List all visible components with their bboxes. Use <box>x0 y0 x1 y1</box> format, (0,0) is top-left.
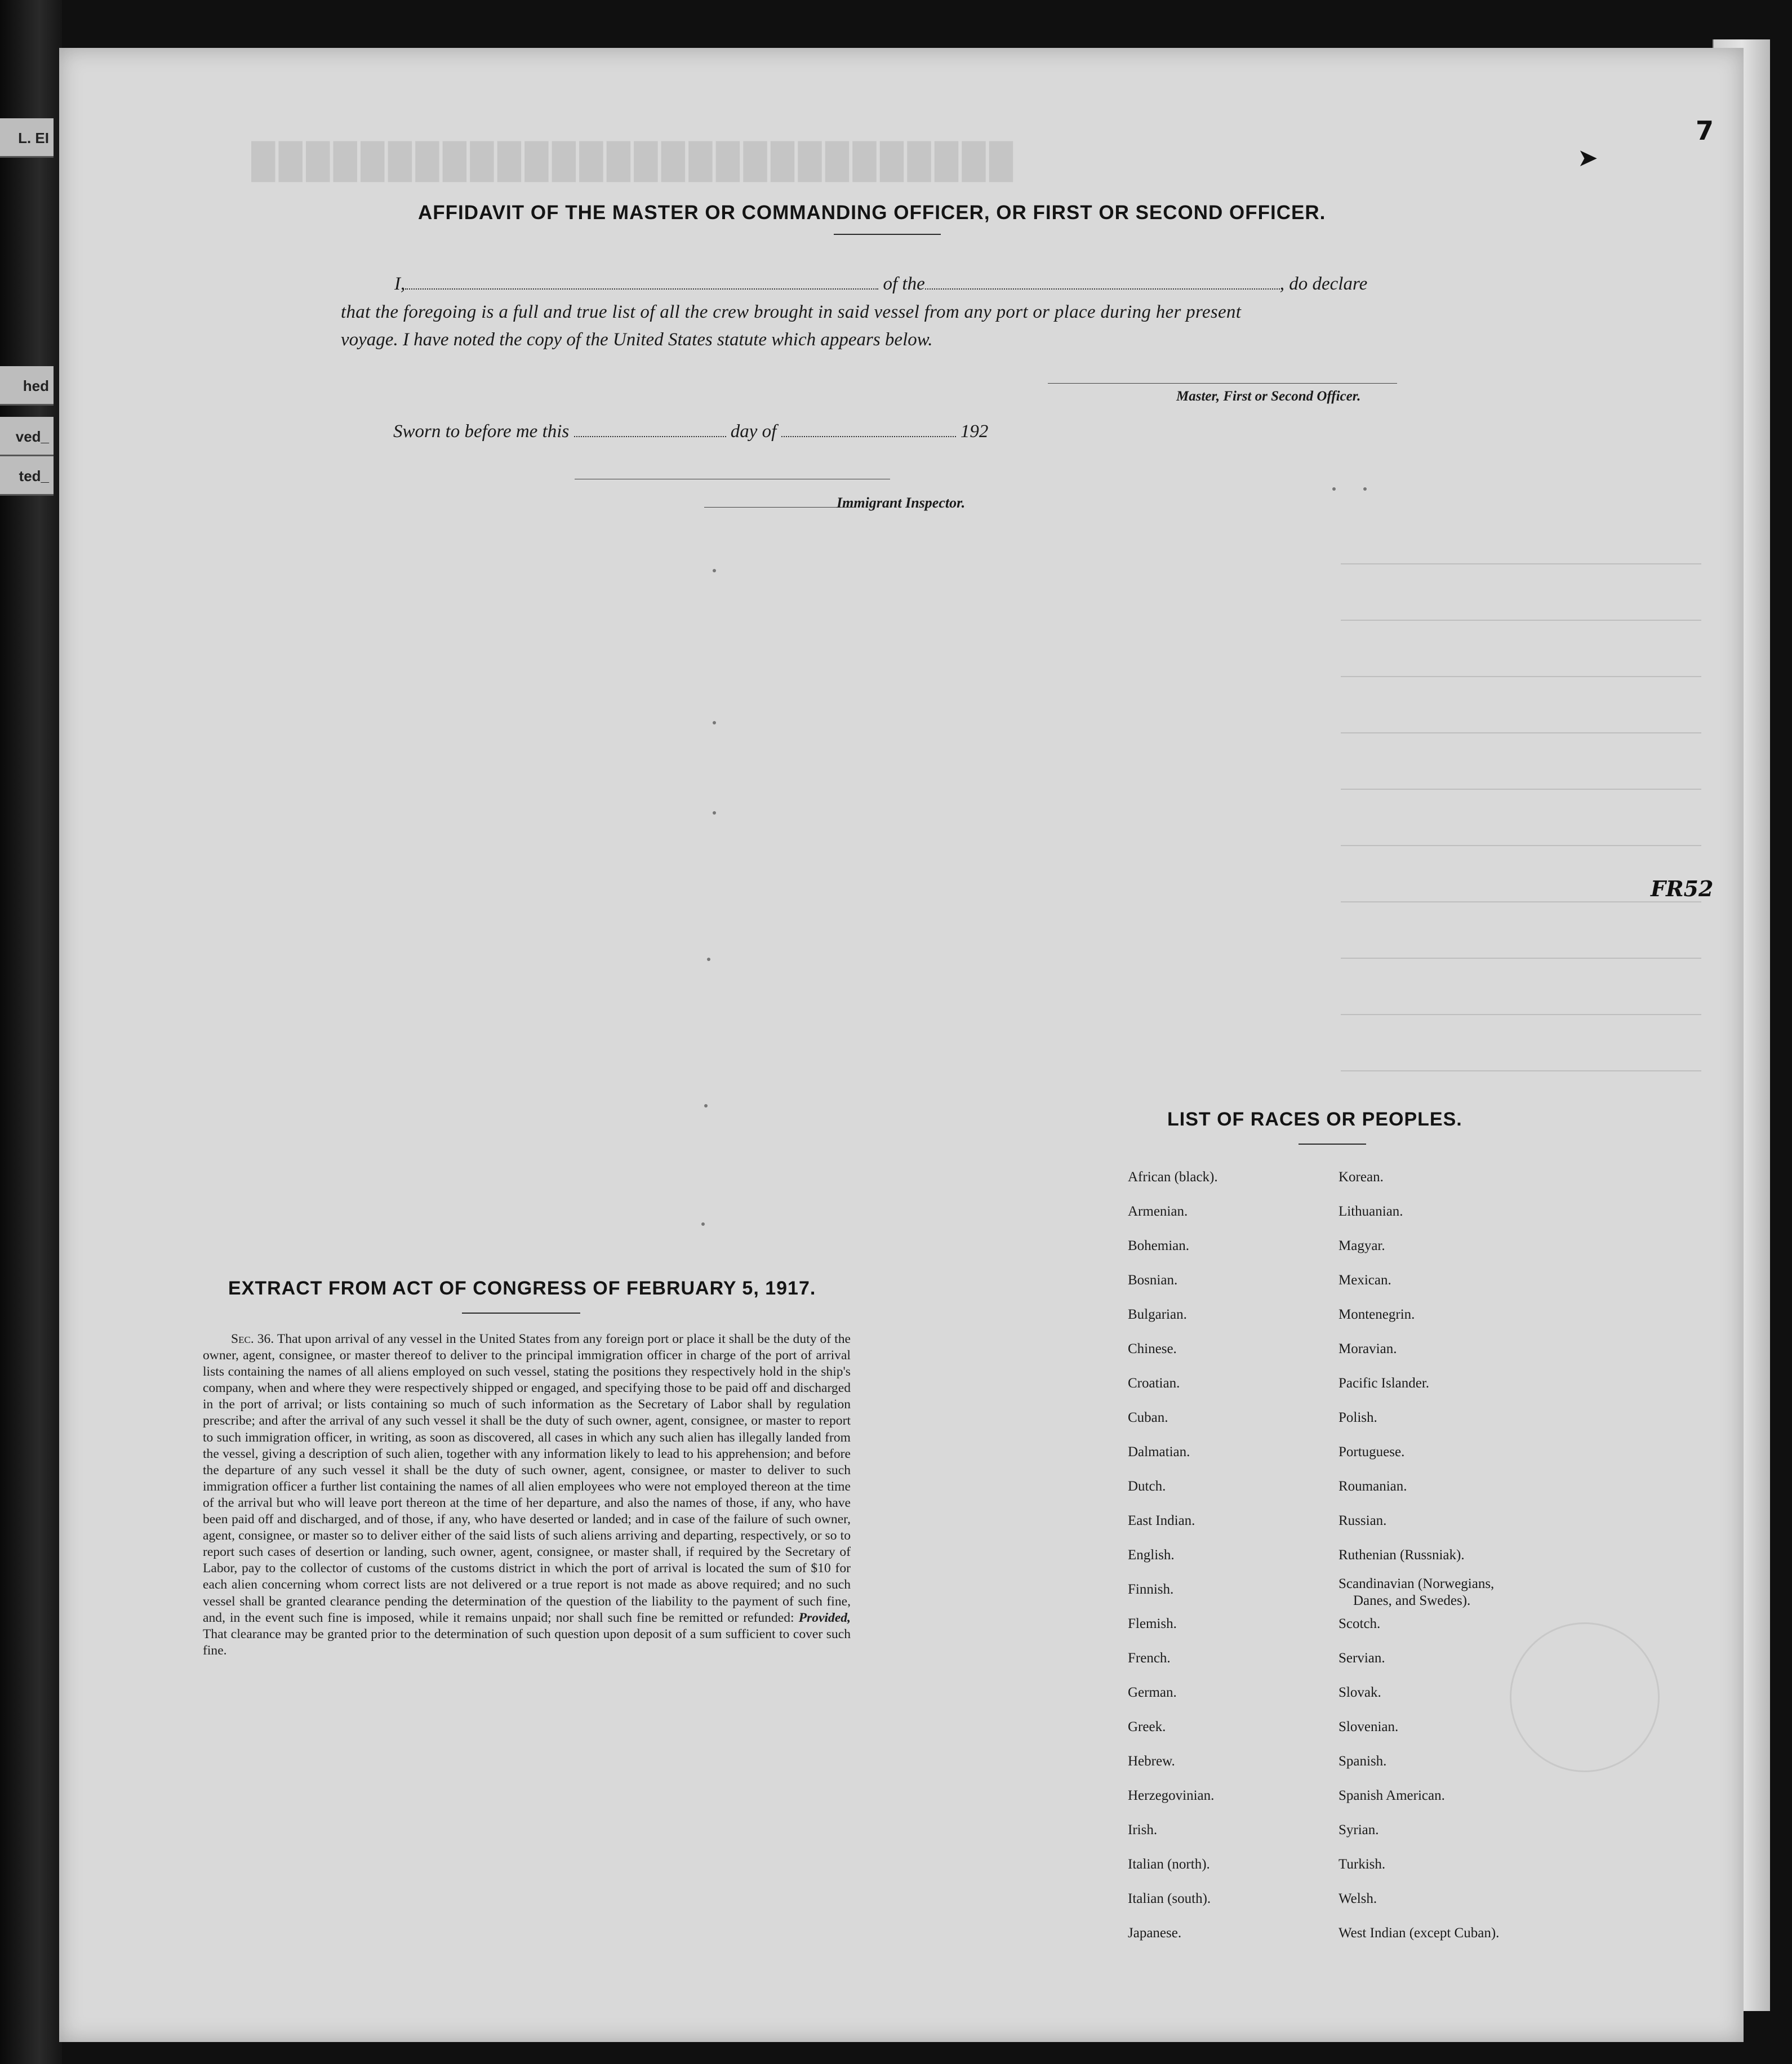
race-entry: Lithuanian. <box>1339 1204 1403 1219</box>
race-entry: Servian. <box>1339 1651 1385 1666</box>
race-entry: Bohemian. <box>1128 1238 1190 1253</box>
handwritten-side-note: FR52 <box>1651 876 1714 901</box>
race-entry: Spanish American. <box>1339 1788 1445 1803</box>
race-entry: African (black). <box>1128 1169 1218 1185</box>
inspector-caption: Immigrant Inspector. <box>837 495 966 511</box>
bleed-rule <box>1341 901 1701 902</box>
bleed-rule <box>1341 1070 1701 1071</box>
race-entry: Chinese. <box>1128 1341 1177 1356</box>
bleed-rule <box>1341 958 1701 959</box>
race-entry: Croatian. <box>1128 1376 1180 1391</box>
bleed-rule <box>1341 676 1701 677</box>
race-entry: Italian (south). <box>1128 1891 1211 1906</box>
race-entry: Russian. <box>1339 1513 1387 1528</box>
race-entry: Herzegovinian. <box>1128 1788 1215 1803</box>
race-entry: Syrian. <box>1339 1822 1379 1838</box>
race-entry: Polish. <box>1339 1410 1377 1425</box>
bleed-rule <box>1341 1014 1701 1015</box>
affidavit-line-1 <box>394 274 1367 295</box>
race-entry: French. <box>1128 1651 1171 1666</box>
race-entry: Japanese. <box>1128 1925 1182 1941</box>
dot-mark <box>701 1222 705 1226</box>
race-entry: Slovenian. <box>1339 1719 1399 1734</box>
race-entry: Armenian. <box>1128 1204 1188 1219</box>
dot-mark <box>713 721 716 724</box>
extract-text-tail: That clearance may be granted prior to the determination of such question upon deposit of a sum sufficient to cover such fine. <box>203 1626 851 1658</box>
binding-edge <box>0 0 62 2064</box>
bleed-rule <box>1341 732 1701 733</box>
dot-mark <box>704 1104 708 1107</box>
race-entry: Pacific Islander. <box>1339 1376 1430 1391</box>
race-entry: Korean. <box>1339 1169 1384 1185</box>
race-entry: Bosnian. <box>1128 1273 1178 1288</box>
race-entry: Greek. <box>1128 1719 1166 1734</box>
extract-title: EXTRACT FROM ACT OF CONGRESS OF FEBRUARY 5, 1917. <box>228 1278 816 1299</box>
race-entry: Magyar. <box>1339 1238 1385 1253</box>
edge-tab-ted: ted_ <box>0 456 54 496</box>
affidavit-i-label: I, <box>394 274 406 294</box>
bleed-rule <box>1341 563 1701 564</box>
affidavit-title-rule <box>834 234 941 235</box>
race-entry: English. <box>1128 1547 1175 1563</box>
race-entry: Bulgarian. <box>1128 1307 1187 1322</box>
sworn-line <box>393 421 988 442</box>
affidavit-line-2: that the foregoing is a full and true list of all the crew brought in said vessel from any port or place during her present <box>341 302 1242 322</box>
race-entry: East Indian. <box>1128 1513 1195 1528</box>
race-entry: Scotch. <box>1339 1616 1381 1631</box>
sworn-text: Sworn to before me this <box>393 421 570 442</box>
bleed-rule <box>1341 845 1701 846</box>
race-entry: Irish. <box>1128 1822 1158 1838</box>
dot-mark <box>1363 487 1367 491</box>
sworn-day-blank-field[interactable] <box>574 436 726 437</box>
master-signature-line[interactable] <box>1048 383 1397 384</box>
sworn-month-blank-field[interactable] <box>781 436 956 437</box>
race-entry: Welsh. <box>1339 1891 1377 1906</box>
bleed-through-heading: ████████████████████████████ <box>248 141 1013 179</box>
faint-stamp <box>1510 1622 1660 1772</box>
master-signature-caption: Master, First or Second Officer. <box>1176 389 1361 404</box>
races-title: LIST OF RACES OR PEOPLES. <box>1167 1109 1462 1130</box>
race-entry: Mexican. <box>1339 1273 1391 1288</box>
race-entry: Spanish. <box>1339 1754 1387 1769</box>
arrow-mark-icon: ➤ <box>1577 144 1598 172</box>
race-entry: Ruthenian (Russniak). <box>1339 1547 1465 1563</box>
affidavit-declare-label: , do declare <box>1279 274 1368 294</box>
race-entry: Cuban. <box>1128 1410 1168 1425</box>
race-entry: Moravian. <box>1339 1341 1397 1356</box>
race-entry: Italian (north). <box>1128 1857 1210 1872</box>
inspector-sub-line <box>704 507 856 508</box>
affidavit-of-the-label: of the <box>883 274 925 294</box>
race-entry: Hebrew. <box>1128 1754 1175 1769</box>
sworn-year-label: 192 <box>960 421 989 442</box>
race-entry: Dalmatian. <box>1128 1444 1190 1460</box>
extract-provided-word: Provided, <box>798 1610 851 1625</box>
race-entry: Roumanian. <box>1339 1479 1407 1494</box>
edge-tab-ved: ved_ <box>0 417 54 456</box>
race-entry: Flemish. <box>1128 1616 1177 1631</box>
extract-body <box>203 1331 851 1659</box>
dot-mark <box>1332 487 1336 491</box>
race-entry: Montenegrin. <box>1339 1307 1415 1322</box>
vessel-blank-field[interactable] <box>925 288 1280 290</box>
dot-mark <box>713 569 716 572</box>
race-entry: West Indian (except Cuban). <box>1339 1925 1500 1941</box>
dot-mark <box>707 958 710 961</box>
extract-title-rule <box>462 1313 580 1314</box>
race-entry: Turkish. <box>1339 1857 1386 1872</box>
race-entry: Dutch. <box>1128 1479 1166 1494</box>
bleed-rule <box>1341 789 1701 790</box>
races-title-rule <box>1299 1144 1366 1145</box>
sworn-day-of-label: day of <box>730 421 777 442</box>
race-entry: German. <box>1128 1685 1177 1700</box>
dot-mark <box>713 811 716 815</box>
race-entry: Finnish. <box>1128 1582 1174 1597</box>
race-entry: Scandinavian (Norwegians, <box>1339 1576 1495 1591</box>
extract-section-label: Sec. 36. <box>231 1332 274 1346</box>
affidavit-title: AFFIDAVIT OF THE MASTER OR COMMANDING OFFICER, OR FIRST OR SECOND OFFICER. <box>418 202 1326 224</box>
bleed-rule <box>1341 620 1701 621</box>
name-blank-field[interactable] <box>405 288 878 290</box>
edge-tab-top: L. EI <box>0 118 54 158</box>
affidavit-line-3: voyage. I have noted the copy of the United States statute which appears below. <box>341 330 933 350</box>
handwritten-corner-number: 7 <box>1696 115 1714 146</box>
edge-tab-hed: hed <box>0 366 54 406</box>
race-entry-continued: Danes, and Swedes). <box>1353 1593 1471 1608</box>
race-entry: Slovak. <box>1339 1685 1381 1700</box>
extract-text-main: That upon arrival of any vessel in the United States from any foreign port or place it shall be the duty of the owner, agent, consignee, or master thereof to deliver to the principal immigration officer in charge of the port of arrival lists containing the names of all aliens employed on such vessel, stating the positions they respectively hold in the ship's company, when and where they were respectively shipped or engaged, and specifying those to be paid off and discharged in the port of arrival; or lists containing so much of such information as the Secretary of Labor shall by regulation prescribe; and after the arrival of any such vessel it shall be the duty of such owner, agent, consignee, or master to report to such immigration officer, in writing, as soon as discovered, all cases in which any such alien has illegally landed from the vessel, giving a description of such alien, together with any information likely to lead to his apprehension; and before the departure of any such vessel it shall be the duty of such owner, agent, consignee, or master to deliver to such immigration officer a further list containing the names of all alien employees who were not employed thereon at the time of the arrival but who will leave port thereon at the time of her departure, and also the names of those, if any, who have been paid off and discharged, and of those, if any, who have deserted or landed; and in case of the failure of such owner, agent, consignee, or master so to deliver either of the said lists of such aliens arriving and departing, respectively, or so to report such cases of desertion or landing, such owner, agent, consignee, or master shall, if required by the Secretary of Labor, pay to the collector of customs of the customs district in which the port of arrival is located the sum of $10 for each alien concerning whom correct lists are not delivered or a true report is not made as above required; and no such vessel shall be granted clearance pending the determination of the question of the liability to the payment of such fine, and, in the event such fine is imposed, while it remains unpaid; nor shall such fine be remitted or refunded: <box>203 1332 851 1625</box>
race-entry: Portuguese. <box>1339 1444 1405 1460</box>
